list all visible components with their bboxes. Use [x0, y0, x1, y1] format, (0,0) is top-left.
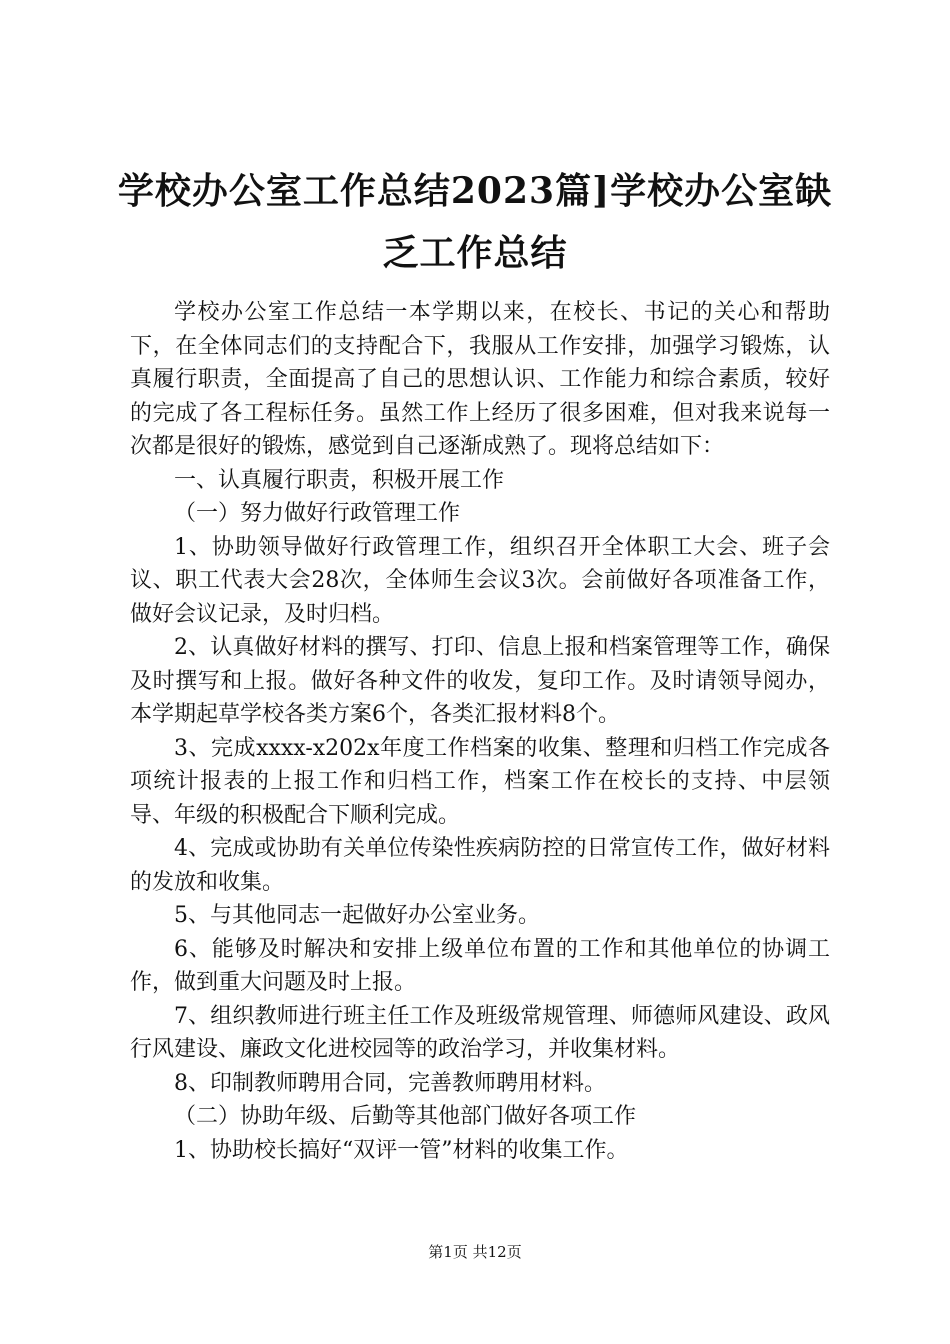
paragraph: 7、组织教师进行班主任工作及班级常规管理、师德师风建设、政风行风建设、廉政文化进校园等的政治学习，并收集材料。	[130, 1003, 830, 1062]
document-title: 学校办公室工作总结2023篇]学校办公室缺乏工作总结	[117, 170, 833, 274]
page-number-footer: 第1页 共12页	[428, 1243, 522, 1261]
document-body	[130, 296, 830, 1167]
paragraph: 学校办公室工作总结一本学期以来，在校长、书记的关心和帮助下，在全体同志们的支持配合下，我服从工作安排，加强学习锻炼，认真履行职责，全面提高了自己的思想认识、工作能力和综合素质，较好的完成了各工程标任务。虽然工作上经历了很多困难，但对我来说每一次都是很好的锻炼，感觉到自己逐渐成熟了。现将总结如下：	[130, 300, 830, 459]
section-heading: 一、认真履行职责，积极开展工作	[174, 467, 505, 493]
paragraph: 2、认真做好材料的撰写、打印、信息上报和档案管理等工作，确保及时撰写和上报。做好各种文件的收发，复印工作。及时请领导阅办，本学期起草学校各类方案6个，各类汇报材料8个。	[130, 635, 830, 727]
paragraph: 4、完成或协助有关单位传染性疾病防控的日常宣传工作，做好材料的发放和收集。	[130, 836, 830, 895]
paragraph: 6、能够及时解决和安排上级单位布置的工作和其他单位的协调工作，做到重大问题及时上报。	[130, 936, 830, 995]
paragraph: 1、协助校长搞好“双评一管”材料的收集工作。	[174, 1137, 629, 1163]
paragraph: 3、完成xxxx-x202x年度工作档案的收集、整理和归档工作完成各项统计报表的上报工作和归档工作，档案工作在校长的支持、中层领导、年级的积极配合下顺利完成。	[130, 735, 830, 828]
paragraph: 8、印制教师聘用合同，完善教师聘用材料。	[174, 1070, 606, 1096]
subsection-heading: （一）努力做好行政管理工作	[174, 501, 461, 526]
subsection-heading: （二）协助年级、后勤等其他部门做好各项工作	[174, 1104, 637, 1129]
paragraph: 5、与其他同志一起做好办公室业务。	[174, 903, 540, 928]
paragraph: 1、协助领导做好行政管理工作，组织召开全体职工大会、班子会议、职工代表大会28次，全体师生会议3次。会前做好各项准备工作，做好会议记录，及时归档。	[130, 534, 830, 627]
